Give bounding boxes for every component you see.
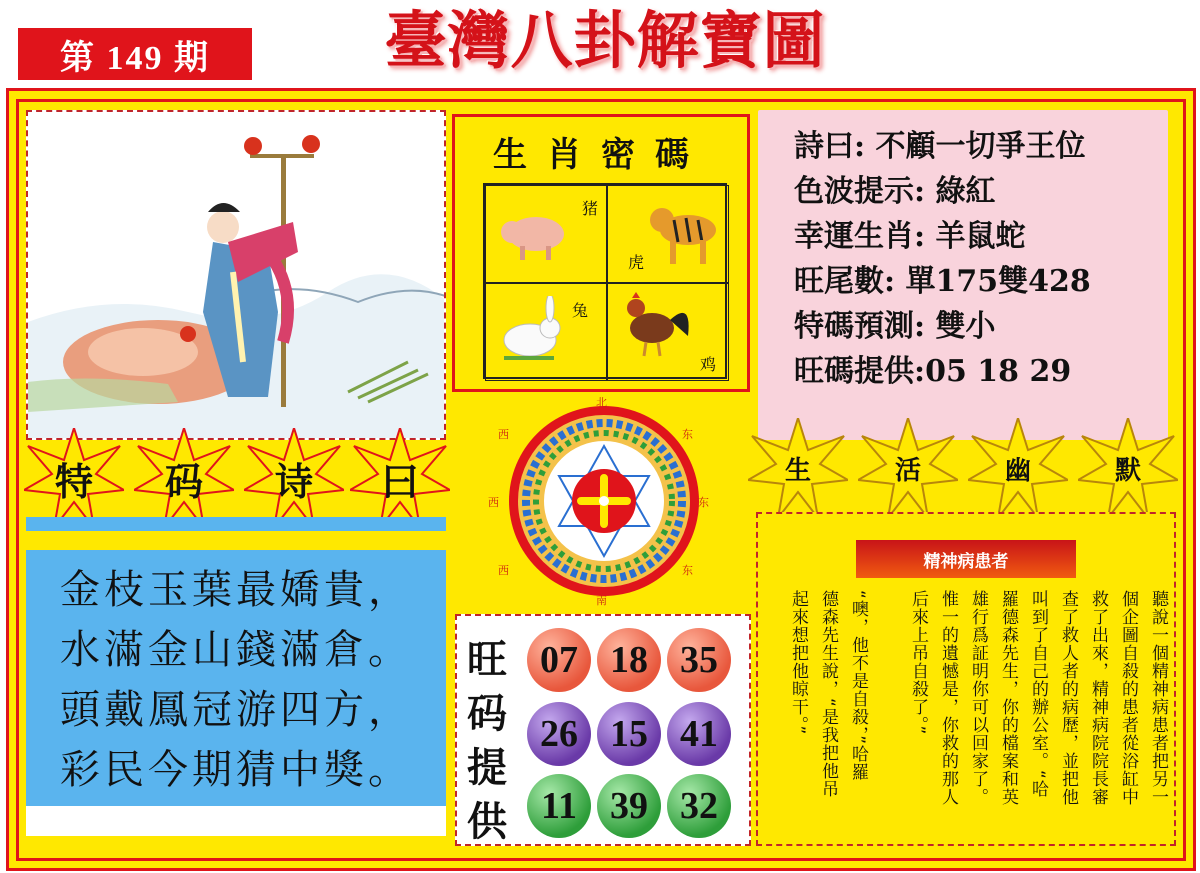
zodiac-grid: [483, 183, 727, 379]
story-column: 后來上吊自殺了。”: [908, 590, 928, 736]
info-line: 特碼預測: 雙小: [794, 309, 996, 344]
star-badge: [748, 418, 848, 518]
story-column: 聽說一個精神病患者把另一: [1148, 590, 1168, 806]
number-ball: 15: [597, 702, 661, 766]
compass-label: 东: [682, 428, 693, 441]
story-column: 雄行爲証明你可以回家了。: [968, 590, 988, 806]
poem-line: 金枝玉葉最嬌貴，: [60, 567, 412, 613]
star-label: 特: [54, 458, 93, 504]
zodiac-cell: [607, 283, 729, 381]
story-column: 救了出來，精神病院院長審: [1088, 590, 1108, 806]
prediction-info-panel: [758, 110, 1168, 440]
info-line: 旺尾數: 單175雙428: [794, 264, 1091, 299]
story-column: “噢，他不是自殺，”哈羅: [848, 590, 868, 782]
page-title: 臺灣八卦解寶圖: [384, 4, 826, 77]
zodiac-cell: [485, 185, 607, 283]
poem-line: 頭戴鳳冠游四方，: [60, 687, 412, 733]
poem-line: 彩民今期猜中獎。: [60, 747, 412, 793]
star-badge: [134, 428, 234, 528]
zodiac-cell: [485, 283, 607, 381]
story-column: 羅德森先生，你的檔案和英: [998, 590, 1018, 806]
bagua-compass: [484, 396, 724, 606]
star-label: 曰: [380, 458, 419, 504]
number-ball: 18: [597, 628, 661, 692]
number-ball: 41: [667, 702, 731, 766]
woman-with-pole-illustration: [28, 112, 446, 440]
poem-line: 水滿金山錢滿倉。: [60, 627, 412, 673]
pig-icon: [498, 204, 570, 264]
story-column: 查了救人者的病歷，並把他: [1058, 590, 1078, 806]
star-label: 幽: [1004, 455, 1031, 486]
star-badge: [858, 418, 958, 518]
compass-label: 南: [596, 594, 607, 607]
poem-panel: [26, 550, 446, 806]
compass-label: 北: [596, 396, 607, 409]
number-ball: 11: [527, 774, 591, 838]
star-label: 码: [164, 458, 203, 504]
story-column: 個企圖自殺的患者從浴缸中: [1118, 590, 1138, 806]
compass-label: 西: [498, 564, 509, 577]
story-column: 起來想把他晾干。”: [788, 590, 808, 736]
lucky-numbers-panel: [455, 614, 751, 846]
zodiac-label: 虎: [628, 253, 645, 272]
zodiac-code-box: [452, 114, 750, 392]
star-badge: [244, 428, 344, 528]
poem-top-bar: [26, 517, 446, 531]
tiger-icon: [644, 192, 724, 272]
number-ball: 39: [597, 774, 661, 838]
compass-label: 东: [682, 564, 693, 577]
lucky-label-char: 旺: [467, 636, 507, 683]
number-ball: 26: [527, 702, 591, 766]
star-label: 诗: [274, 458, 313, 504]
info-line: 旺碼提供:05 18 29: [794, 354, 1072, 389]
issue-number-badge: 第 149 期: [18, 28, 252, 80]
compass-label: 东: [698, 496, 709, 509]
info-line: 幸運生肖: 羊鼠蛇: [794, 219, 1026, 254]
poem-bottom-strip: [26, 806, 446, 836]
zodiac-label: 猪: [582, 199, 599, 218]
lucky-label-char: 码: [467, 690, 507, 737]
story-column: 德森先生說，“是我把他吊: [818, 590, 838, 798]
info-line: 色波提示: 綠紅: [794, 174, 996, 209]
compass-label: 西: [488, 496, 499, 509]
humor-story-panel: [756, 512, 1176, 846]
number-ball: 32: [667, 774, 731, 838]
star-badge: [24, 428, 124, 528]
story-column: 叫到了自己的辦公室。“哈: [1028, 590, 1048, 798]
illustration-panel: [26, 110, 446, 440]
star-badge: [968, 418, 1068, 518]
star-badge: [350, 428, 450, 528]
info-line: 詩曰: 不顧一切爭王位: [794, 129, 1086, 164]
star-label: 默: [1114, 455, 1141, 486]
zodiac-label: 兔: [572, 301, 589, 320]
star-badge: [1078, 418, 1178, 518]
story-title: 精神病患者: [856, 540, 1076, 578]
story-column: 惟一的遺憾是，你救的那人: [938, 590, 958, 806]
number-ball: 07: [527, 628, 591, 692]
star-label: 生: [784, 455, 811, 486]
zodiac-label: 鸡: [700, 355, 717, 374]
star-label: 活: [894, 455, 921, 486]
rooster-icon: [622, 290, 696, 360]
rabbit-icon: [494, 296, 564, 366]
zodiac-cell: [607, 185, 729, 283]
number-ball: 35: [667, 628, 731, 692]
lucky-label-char: 提: [467, 744, 507, 791]
compass-label: 西: [498, 428, 509, 441]
lucky-label-char: 供: [467, 798, 507, 845]
zodiac-title: 生肖密碼: [493, 135, 709, 175]
